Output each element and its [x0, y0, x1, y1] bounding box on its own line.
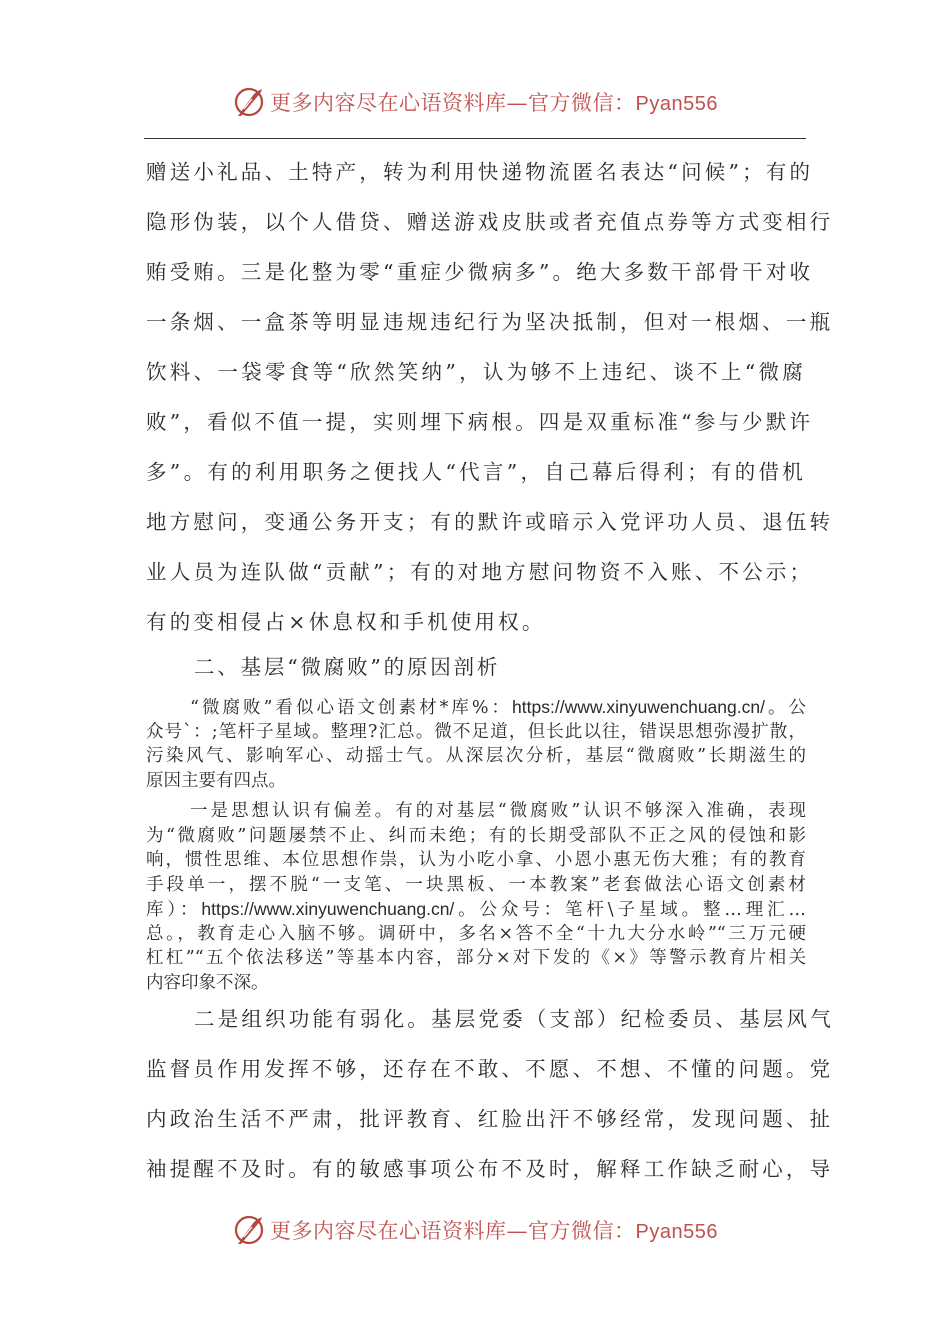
footer-banner	[0, 1210, 950, 1250]
text-line: 杠杠”“五个依法移送”等基本内容，部分×对下发的《×》等警示教育片相关	[146, 948, 806, 968]
text-line: 众号`：;笔杆子星域。整理?汇总。微不足道，但长此以往，错误思想弥漫扩散，	[146, 721, 806, 742]
text-line: 内容印象不深。	[146, 972, 269, 993]
text-line: 袖提醒不及时。有的敏感事项公布不及时，解释工作缺乏耐心，导	[146, 1157, 834, 1181]
banner-text: 更多内容尽在心语资料库—官方微信：Pyan556	[270, 1219, 718, 1243]
text-line: 监督员作用发挥不够，还存在不敢、不愿、不想、不懂的问题。党	[146, 1057, 834, 1081]
text-line: 为“微腐败”问题屡禁不止、纠而未绝；有的长期受部队不正之风的侵蚀和影	[146, 825, 806, 846]
text-line: 一是思想认识有偏差。有的对基层“微腐败”认识不够深入准确，表现	[190, 801, 806, 821]
text-line: 污染风气、影响军心、动摇士气。从深层次分析，基层“微腐败”长期滋生的	[146, 746, 806, 766]
text-line: 饮料、一袋零食等“欣然笑纳”，认为够不上违纪、谈不上“微腐	[146, 360, 806, 384]
text-line: 业人员为连队做“贡献”；有的对地方慰问物资不入账、不公示；	[146, 560, 814, 584]
paragraph-cause-one	[146, 799, 806, 995]
wechat-id: Pyan556	[635, 1221, 718, 1243]
text-line: 手段单一，摆不脱“一支笔、一块黑板、一本教案”老套做法心语文创素材	[146, 874, 806, 895]
text-line: 败”，看似不值一提，实则埋下病根。四是双重标准“参与少默许	[146, 410, 814, 434]
section-heading: 二、基层“微腐败”的原因剖析	[194, 655, 501, 679]
text-line: 总。，教育走心入脑不够。调研中，多名×答不全“十九大分水岭”“三万元硬	[146, 923, 806, 944]
text-line: 内政治生活不严肃，批评教育、红脸出汗不够经常，发现问题、扯	[146, 1107, 834, 1131]
url-link[interactable]: https://www.xinyuwenchuang.cn/	[512, 697, 765, 717]
text-line: 多”。有的利用职务之便找人“代言”，自己幕后得利；有的借机	[146, 460, 806, 484]
text-line: 贿受贿。三是化整为零“重症少微病多”。绝大多数干部骨干对收	[146, 260, 814, 284]
header-banner	[0, 82, 950, 122]
text-line: 有的变相侵占×休息权和手机使用权。	[146, 610, 546, 634]
banner-text: 更多内容尽在心语资料库—官方微信：Pyan556	[270, 91, 718, 115]
text-line: 一条烟、一盒茶等明显违规违纪行为坚决抵制，但对一根烟、一瓶	[146, 310, 834, 334]
text-line: 库）：https://www.xinyuwenchuang.cn/。公众号：笔杆\子星域。整…理汇…	[146, 899, 807, 920]
text-line: 赠送小礼品、土特产，转为利用快递物流匿名表达“问候”；有的	[146, 160, 814, 184]
url-link[interactable]: https://www.xinyuwenchuang.cn/	[201, 899, 455, 919]
text-line: 原因主要有四点。	[146, 770, 286, 791]
quill-pen-circle-icon	[232, 85, 266, 119]
text-line: 二是组织功能有弱化。基层党委（支部）纪检委员、基层风气	[194, 1007, 834, 1031]
text-line: 响，惯性思维、本位思想作祟，认为小吃小拿、小恩小惠无伤大雅；有的教育	[146, 850, 806, 870]
text-line: 隐形伪装，以个人借贷、赠送游戏皮肤或者充值点券等方式变相行	[146, 210, 834, 234]
paragraph-cause-two	[146, 994, 834, 1194]
header-divider	[144, 138, 806, 139]
paragraph-corruption-forms	[146, 147, 834, 647]
text-line: “微腐败”看似心语文创素材*库%：https://www.xinyuwenchuang.cn/。公	[190, 697, 806, 718]
wechat-id: Pyan556	[635, 93, 718, 115]
quill-pen-circle-icon	[232, 1213, 266, 1247]
paragraph-intro-causes	[146, 695, 806, 793]
text-line: 地方慰问，变通公务开支；有的默许或暗示入党评功人员、退伍转	[146, 510, 834, 534]
